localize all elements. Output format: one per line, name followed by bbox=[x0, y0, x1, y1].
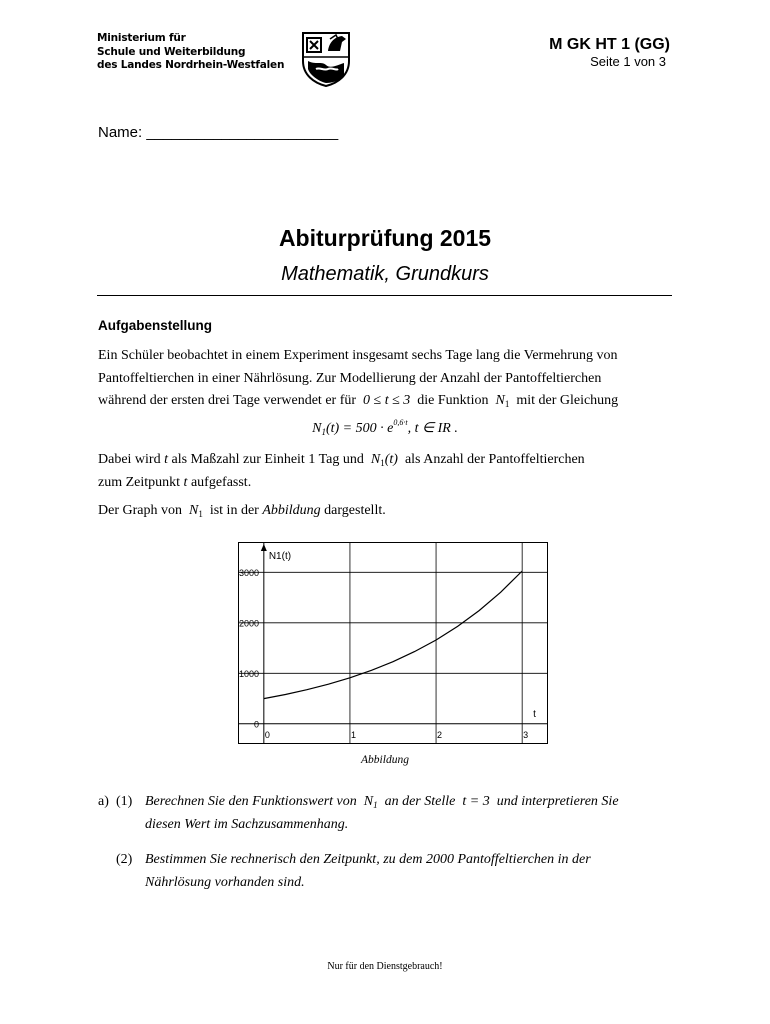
function-name: N bbox=[188, 503, 199, 518]
function-name: N bbox=[363, 794, 374, 809]
page-subtitle: Mathematik, Grundkurs bbox=[281, 263, 489, 285]
y-tick-label: 1000 bbox=[239, 668, 260, 679]
task-text bbox=[145, 791, 675, 836]
formula-sub: 1 bbox=[321, 427, 326, 437]
intro-line: Ein Schüler beobachtet in einem Experiment insgesamt sechs Tage lang die Vermehrung von bbox=[98, 348, 618, 363]
function-index: 1 bbox=[380, 458, 385, 468]
explanation-paragraph bbox=[98, 449, 678, 494]
task-text bbox=[145, 849, 675, 894]
sentence-text: Der Graph von bbox=[98, 503, 182, 518]
task-text-part: Berechnen Sie den Funktionswert von bbox=[145, 794, 357, 809]
x-axis-label: t bbox=[533, 708, 536, 720]
intro-text: mit der Gleichung bbox=[516, 393, 619, 408]
task-number: (1) bbox=[116, 794, 133, 809]
page-title: Abiturprüfung 2015 bbox=[278, 225, 492, 251]
task-line bbox=[145, 791, 675, 814]
y-tick-label: 3000 bbox=[239, 567, 260, 578]
variable-t: t bbox=[164, 452, 168, 467]
sentence-text: dargestellt. bbox=[324, 503, 386, 518]
function-name: N bbox=[495, 393, 505, 408]
x-tick-label: 1 bbox=[350, 729, 356, 740]
function-equation bbox=[0, 420, 770, 437]
section-heading: Aufgabenstellung bbox=[98, 318, 212, 333]
task-line: Bestimmen Sie rechnerisch den Zeitpunkt, zu dem 2000 Pantoffeltierchen in der bbox=[145, 852, 591, 867]
intro-text: während der ersten drei Tage verwendet er für bbox=[98, 393, 357, 408]
explanation-text: als Maßzahl zur Einheit 1 Tag und bbox=[171, 452, 364, 467]
figure-caption: Abbildung bbox=[361, 754, 409, 766]
ministry-line: Ministerium für bbox=[97, 32, 186, 44]
x-tick-label: 2 bbox=[437, 729, 443, 740]
function-index: 1 bbox=[504, 399, 510, 409]
function-graph bbox=[238, 542, 548, 744]
formula-exp: 0,6·t bbox=[393, 418, 408, 427]
function-index: 1 bbox=[373, 800, 378, 810]
task-text-part: an der Stelle bbox=[384, 794, 456, 809]
y-tick-label: 2000 bbox=[239, 618, 260, 629]
formula-lhs: N bbox=[312, 421, 322, 436]
explanation-text: als Anzahl der Pantoffeltierchen bbox=[404, 452, 585, 467]
task-text-part: und interpretieren Sie bbox=[496, 794, 619, 809]
name-field: Name: _______________________ bbox=[98, 124, 339, 141]
ministry-line: des Landes Nordrhein-Westfalen bbox=[97, 59, 285, 71]
domain-range: 0 ≤ t ≤ 3 bbox=[363, 393, 411, 408]
task-number: (2) bbox=[116, 852, 133, 867]
intro-paragraph bbox=[98, 345, 678, 413]
exam-code: M GK HT 1 (GG) bbox=[549, 36, 670, 53]
footer-note: Nur für den Dienstgebrauch! bbox=[327, 961, 443, 972]
task-label: a) bbox=[98, 794, 109, 809]
intro-text: die Funktion bbox=[417, 393, 489, 408]
x-tick-label: 3 bbox=[523, 729, 529, 740]
explanation-text: zum Zeitpunkt bbox=[98, 474, 181, 490]
ministry-name bbox=[97, 32, 284, 73]
formula-arg: (t) = 500 · e bbox=[325, 421, 394, 436]
function-index: 1 bbox=[198, 509, 203, 519]
ministry-line: Schule und Weiterbildung bbox=[97, 45, 246, 58]
task-text-part: t = 3 bbox=[462, 794, 490, 809]
variable-t: t bbox=[389, 452, 394, 467]
divider bbox=[97, 295, 672, 296]
intro-line: Pantoffeltierchen in einer Nährlösung. Zur Modellierung der Anzahl der Pantoffeltierchen bbox=[98, 370, 602, 386]
function-name: N bbox=[370, 452, 381, 467]
explanation-text: Dabei wird bbox=[98, 452, 161, 467]
page-info: Seite 1 von 3 bbox=[590, 54, 666, 69]
y-axis-label: N1(t) bbox=[268, 551, 292, 562]
task-line: diesen Wert im Sachzusammenhang. bbox=[145, 816, 349, 832]
figure-reference: Abbildung bbox=[262, 503, 321, 518]
graph-sentence bbox=[98, 500, 678, 523]
explanation-line bbox=[98, 472, 678, 495]
task-line: Nährlösung vorhanden sind. bbox=[145, 874, 305, 890]
variable-t: t bbox=[183, 474, 188, 490]
explanation-line: Dabei wird t als Maßzahl zur Einheit 1 Tag und $N_1(t)$ als Anzahl der Pantoffeltierchen bbox=[98, 452, 585, 468]
formula-tail: , t ∈ IR . bbox=[407, 421, 458, 436]
x-tick-label: 0 bbox=[264, 729, 270, 740]
sentence-text: ist in der bbox=[209, 503, 259, 518]
y-tick-label: 0 bbox=[254, 719, 260, 730]
explanation-text: aufgefasst. bbox=[190, 474, 252, 490]
intro-line bbox=[98, 390, 678, 413]
nrw-coat-of-arms-icon bbox=[300, 31, 352, 87]
